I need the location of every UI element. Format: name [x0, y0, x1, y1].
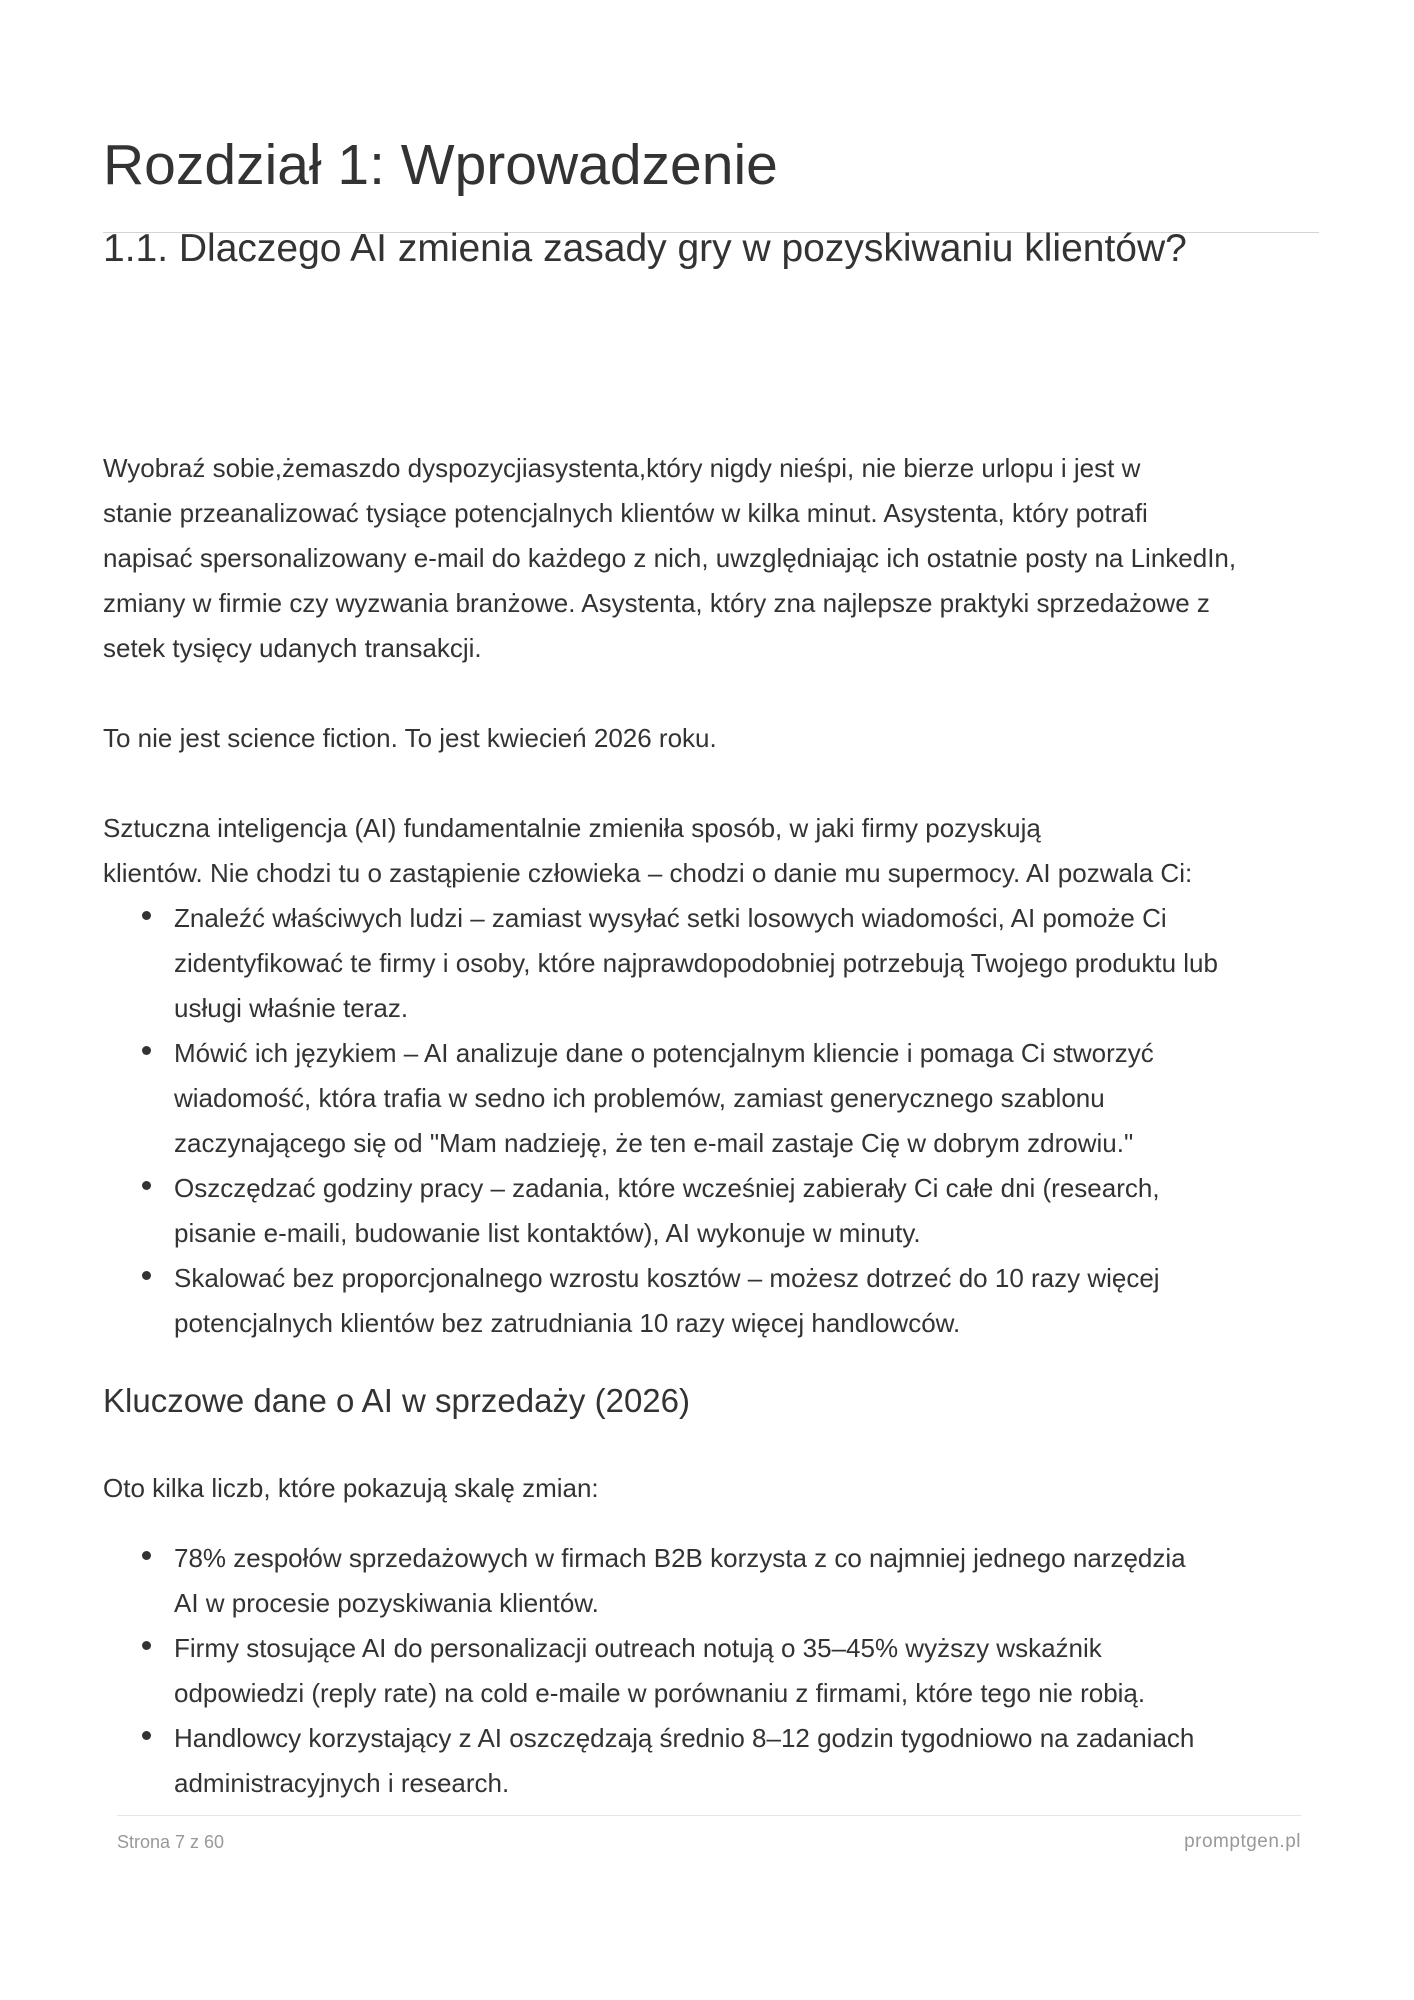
intro-line: napisać spersonalizowany e-mail do każdego z nich, uwzględniając ich ostatnie posty na LinkedIn, [103, 543, 1237, 573]
footer-divider [117, 1815, 1301, 1816]
bullet-icon [142, 1551, 151, 1560]
list-item [103, 1626, 1194, 1716]
list-item-line: zaczynającego się od "Mam nadzieję, że ten e-mail zastaje Cię w dobrym zdrowiu." [174, 1128, 1134, 1158]
list-item [103, 896, 1218, 1031]
stats-list [103, 1536, 1194, 1806]
list-item-line: AI w procesie pozyskiwania klientów. [174, 1588, 599, 1618]
intro-paragraph [103, 446, 1236, 671]
list-item [103, 1166, 1218, 1256]
bullet-icon [142, 911, 151, 920]
ai-paragraph-line: klientów. Nie chodzi tu o zastąpienie człowieka – chodzi o danie mu supermocy. AI pozwala Ci: [103, 858, 1193, 888]
data-section-intro: Oto kilka liczb, które pokazują skalę zmian: [103, 1473, 599, 1503]
bullet-icon [142, 1181, 151, 1190]
bullet-icon [142, 1641, 151, 1650]
bullet-icon [142, 1731, 151, 1740]
list-item [103, 1716, 1194, 1806]
list-item-line: Znaleźć właściwych ludzi – zamiast wysyłać setki losowych wiadomości, AI pomoże Ci [174, 903, 1167, 933]
list-item-line: potencjalnych klientów bez zatrudniania 10 razy więcej handlowców. [174, 1308, 961, 1338]
list-item-line: Firmy stosujące AI do personalizacji outreach notują o 35–45% wyższy wskaźnik [174, 1633, 1102, 1663]
list-item-line: 78% zespołów sprzedażowych w firmach B2B korzysta z co najmniej jednego narzędzia [174, 1543, 1186, 1573]
list-item [103, 1536, 1194, 1626]
list-item-line: Oszczędzać godziny pracy – zadania, które wcześniej zabierały Ci całe dni (research, [174, 1173, 1160, 1203]
site-name: promptgen.pl [1184, 1831, 1301, 1852]
intro-line: stanie przeanalizować tysiące potencjalnych klientów w kilka minut. Asystenta, który potrafi [103, 498, 1148, 528]
intro-line: setek tysięcy udanych transakcji. [103, 633, 482, 663]
intro-line: zmiany w firmie czy wyzwania branżowe. Asystenta, który zna najlepsze praktyki sprzedażowe z [103, 588, 1210, 618]
data-section-heading: Kluczowe dane o AI w sprzedaży (2026) [103, 1382, 690, 1419]
chapter-title: Rozdział 1: Wprowadzenie [103, 133, 778, 197]
ai-paragraph [103, 806, 1192, 896]
intro-line: Wyobraź sobie,żemaszdo dyspozycjiasystenta,który nigdy nieśpi, nie bierze urlopu i jest w [103, 453, 1141, 483]
list-item [103, 1256, 1218, 1346]
list-item-line: pisanie e-maili, budowanie list kontaktów), AI wykonuje w minuty. [174, 1218, 921, 1248]
statement-paragraph: To nie jest science fiction. To jest kwiecień 2026 roku. [103, 723, 717, 753]
list-item-line: zidentyfikować te firmy i osoby, które najprawdopodobniej potrzebują Twojego produktu lub [174, 948, 1218, 978]
list-item-line: Skalować bez proporcjonalnego wzrostu kosztów – możesz dotrzeć do 10 razy więcej [174, 1263, 1160, 1293]
list-item-line: wiadomość, która trafia w sedno ich problemów, zamiast generycznego szablonu [174, 1083, 1105, 1113]
list-item [103, 1031, 1218, 1166]
section-title: 1.1. Dlaczego AI zmienia zasady gry w pozyskiwaniu klientów? [103, 227, 1187, 270]
list-item-line: odpowiedzi (reply rate) na cold e-maile w porównaniu z firmami, które tego nie robią. [174, 1678, 1146, 1708]
bullet-icon [142, 1046, 151, 1055]
ai-paragraph-line: Sztuczna inteligencja (AI) fundamentalnie zmieniła sposób, w jaki firmy pozyskują [103, 813, 1041, 843]
list-item-line: Mówić ich językiem – AI analizuje dane o potencjalnym kliencie i pomaga Ci stworzyć [174, 1038, 1154, 1068]
benefits-list [103, 896, 1218, 1346]
list-item-line: usługi właśnie teraz. [174, 993, 409, 1023]
page-number: Strona 7 z 60 [117, 1832, 225, 1852]
list-item-line: administracyjnych i research. [174, 1768, 510, 1798]
list-item-line: Handlowcy korzystający z AI oszczędzają średnio 8–12 godzin tygodniowo na zadaniach [174, 1723, 1195, 1753]
bullet-icon [142, 1271, 151, 1280]
